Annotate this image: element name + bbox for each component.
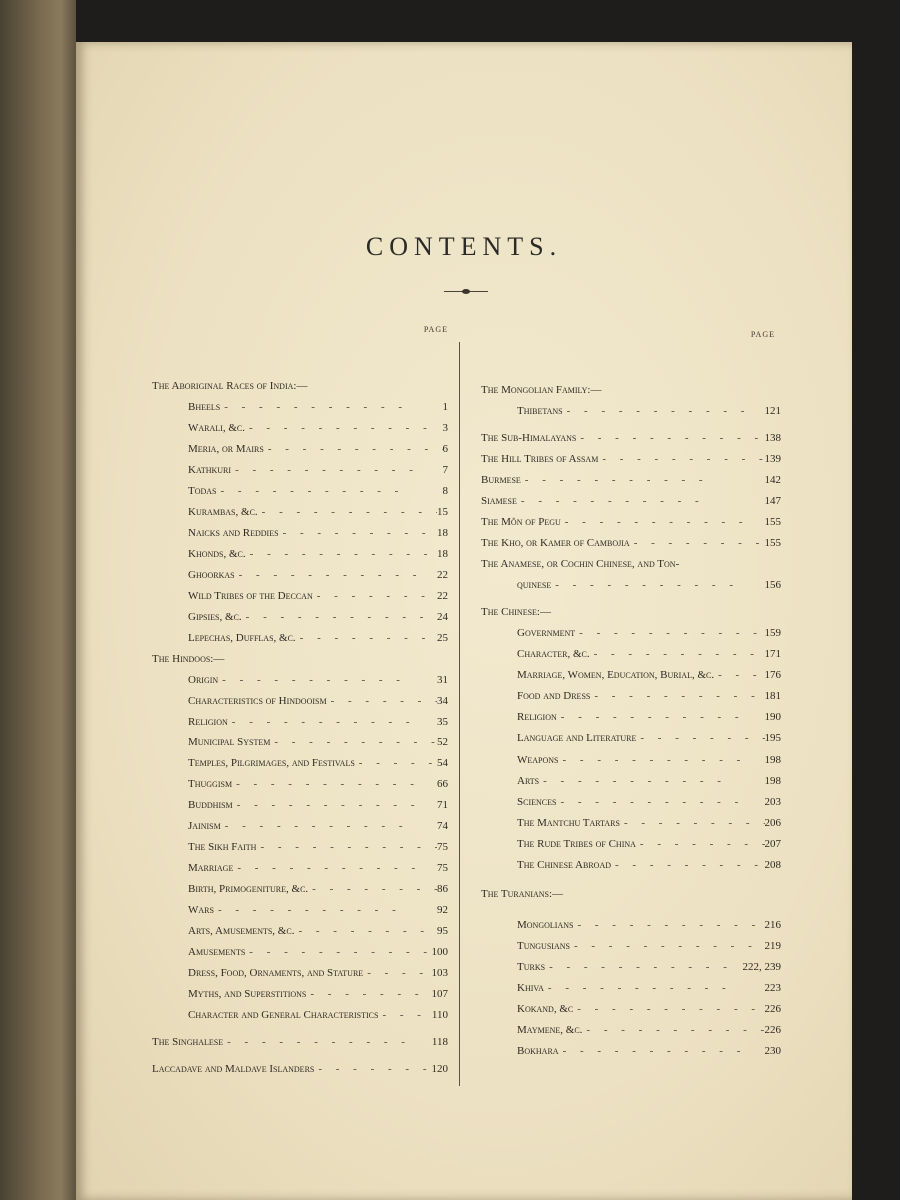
dot-leader	[279, 527, 437, 539]
dot-leader	[256, 841, 437, 853]
toc-entry-title: Sciences	[517, 796, 557, 808]
dot-leader	[575, 627, 764, 639]
dot-leader	[245, 422, 443, 434]
dot-leader	[245, 946, 431, 958]
toc-entry-title: The Hill Tribes of Assam	[481, 453, 599, 465]
dot-leader	[327, 695, 437, 707]
toc-entry-title: Khiva	[517, 982, 544, 994]
dot-leader	[630, 537, 765, 549]
toc-entry-page: 198	[764, 754, 781, 766]
toc-entry-title: The Rude Tribes of China	[517, 838, 636, 850]
toc-entry	[188, 695, 448, 711]
page-title: CONTENTS.	[365, 232, 563, 261]
toc-entry-page: 75	[437, 841, 448, 853]
dot-leader	[228, 716, 437, 728]
toc-entry-page: 203	[764, 796, 781, 808]
dot-leader	[378, 1009, 431, 1021]
toc-entry-title: Amusements	[188, 946, 246, 958]
dot-leader	[598, 453, 764, 465]
toc-entry-page: 25	[437, 632, 448, 644]
toc-entry-page: 120	[431, 1063, 448, 1075]
toc-entry-title: Characteristics of Hindooism	[188, 695, 327, 707]
toc-entry-title: The Hindoos:—	[152, 653, 225, 665]
toc-entry	[152, 653, 448, 669]
toc-entry-title: Religion	[188, 716, 228, 728]
dot-leader	[545, 961, 742, 973]
toc-entry	[188, 506, 448, 522]
dot-leader	[232, 778, 437, 790]
dot-leader	[573, 919, 764, 931]
toc-entry-title: Meria, or Mairs	[188, 443, 264, 455]
dot-leader	[563, 405, 765, 417]
dot-leader	[636, 732, 764, 744]
toc-entry-title: The Mongolian Family:—	[481, 384, 602, 396]
toc-entry-title: Gipsies, &c.	[188, 611, 242, 623]
dot-leader	[355, 757, 437, 769]
toc-entry	[188, 485, 448, 501]
toc-entry-page: 92	[437, 904, 448, 916]
toc-entry-title: Thibetans	[517, 405, 563, 417]
toc-entry-page: 142	[764, 474, 781, 486]
toc-entry-title: Siamese	[481, 495, 517, 507]
toc-entry-title: Weapons	[517, 754, 559, 766]
toc-entry-title: Kurambas, &c.	[188, 506, 258, 518]
toc-entry-title: Bokhara	[517, 1045, 559, 1057]
toc-entry	[481, 516, 781, 532]
dot-leader	[590, 690, 764, 702]
toc-entry-title: Tungusians	[517, 940, 570, 952]
toc-entry-page: 66	[437, 778, 448, 790]
dot-leader	[233, 799, 437, 811]
toc-entry-page: 219	[764, 940, 781, 952]
toc-entry	[517, 648, 781, 664]
toc-entry-title: Dress, Food, Ornaments, and Stature	[188, 967, 364, 979]
toc-entry	[481, 384, 781, 400]
toc-entry	[481, 888, 781, 904]
dot-leader	[223, 1036, 432, 1048]
toc-entry-title: Kathkuri	[188, 464, 232, 476]
dot-leader	[221, 820, 437, 832]
dot-leader	[559, 1045, 765, 1057]
toc-entry-page: 226	[764, 1024, 781, 1036]
toc-entry-title: Mongolians	[517, 919, 574, 931]
toc-entry-title: The Aboriginal Races of India:—	[152, 380, 308, 392]
toc-entry-page: 139	[764, 453, 781, 465]
toc-entry-title: Naicks and Reddies	[188, 527, 279, 539]
toc-entry	[517, 1003, 781, 1019]
toc-entry-title: Food and Dress	[517, 690, 591, 702]
toc-entry-title: Bheels	[188, 401, 221, 413]
toc-entry-title: Burmese	[481, 474, 521, 486]
dot-leader	[517, 495, 765, 507]
toc-entry-page: 230	[764, 1045, 781, 1057]
toc-entry-title: Temples, Pilgrimages, and Festivals	[188, 757, 355, 769]
toc-entry-title: Marriage	[188, 862, 234, 874]
dot-leader	[539, 775, 764, 787]
toc-entry	[517, 859, 781, 875]
dot-leader	[294, 925, 437, 937]
page-column-heading: PAGE	[750, 330, 775, 339]
toc-entry	[188, 1009, 448, 1025]
dot-leader	[561, 516, 765, 528]
toc-entry	[188, 548, 448, 564]
toc-entry-page: 54	[437, 757, 448, 769]
toc-entry-title: Municipal System	[188, 736, 271, 748]
toc-entry	[188, 736, 448, 752]
toc-entry-title: Buddhism	[188, 799, 233, 811]
toc-entry	[481, 495, 781, 511]
toc-entry-page: 155	[764, 537, 781, 549]
toc-entry	[517, 919, 781, 935]
toc-entry	[517, 796, 781, 812]
dot-leader	[258, 506, 437, 518]
toc-entry-title: Birth, Primogeniture, &c.	[188, 883, 309, 895]
toc-entry	[188, 611, 448, 627]
toc-entry-title: The Kho, or Kamer of Cambojia	[481, 537, 630, 549]
toc-entry-page: 95	[437, 925, 448, 937]
toc-entry-title: Turks	[517, 961, 546, 973]
toc-entry	[517, 405, 781, 421]
toc-entry-title: Warali, &c.	[188, 422, 245, 434]
dot-leader	[611, 859, 764, 871]
toc-entry	[481, 558, 781, 574]
dot-leader	[270, 736, 437, 748]
toc-entry-title: Todas	[188, 485, 217, 497]
toc-entry-title: Language and Literature	[517, 732, 637, 744]
toc-entry	[188, 988, 448, 1004]
dot-leader	[313, 590, 437, 602]
toc-entry	[517, 1045, 781, 1061]
dot-leader	[714, 669, 764, 681]
dot-leader	[214, 904, 437, 916]
dot-leader	[218, 674, 437, 686]
toc-entry	[517, 775, 781, 791]
toc-entry-page: 34	[437, 695, 448, 707]
dot-leader	[363, 967, 431, 979]
toc-entry	[188, 925, 448, 941]
toc-entry-title: Khonds, &c.	[188, 548, 246, 560]
toc-entry-title: The Mantchu Tartars	[517, 817, 620, 829]
toc-entry-page: 207	[764, 838, 781, 850]
toc-entry	[481, 432, 781, 448]
toc-entry-title: Jainism	[188, 820, 221, 832]
toc-entry-title: Wars	[188, 904, 214, 916]
toc-entry	[188, 946, 448, 962]
dot-leader	[220, 401, 442, 413]
ornament-dot	[462, 289, 470, 294]
toc-entry-page: 181	[764, 690, 781, 702]
toc-entry-page: 138	[764, 432, 781, 444]
toc-entry-title: Ghoorkas	[188, 569, 235, 581]
toc-entry-page: 118	[431, 1036, 448, 1048]
toc-entry-page: 147	[764, 495, 781, 507]
dot-leader	[590, 648, 765, 660]
toc-entry	[517, 961, 781, 977]
toc-entry	[188, 443, 448, 459]
toc-entry-title: Government	[517, 627, 576, 639]
toc-entry	[517, 940, 781, 956]
dot-leader	[306, 988, 431, 1000]
dot-leader	[308, 883, 437, 895]
toc-entry-page: 100	[431, 946, 448, 958]
toc-entry-title: Wild Tribes of the Deccan	[188, 590, 313, 602]
toc-entry	[517, 711, 781, 727]
toc-entry-title: Laccadave and Maldave Islanders	[152, 1063, 315, 1075]
toc-entry-page: 8	[442, 485, 448, 497]
toc-entry-page: 206	[764, 817, 781, 829]
toc-entry-title: Kokand, &c	[517, 1003, 574, 1015]
toc-entry-page: 22	[437, 569, 448, 581]
toc-entry	[517, 754, 781, 770]
toc-entry-page: 75	[437, 862, 448, 874]
toc-entry	[517, 982, 781, 998]
toc-entry-page: 222, 239	[742, 961, 781, 973]
dot-leader	[556, 796, 764, 808]
toc-entry-page: 24	[437, 611, 448, 623]
toc-entry-title: The Môn of Pegu	[481, 516, 561, 528]
toc-entry-title: Arts, Amusements, &c.	[188, 925, 295, 937]
toc-entry-page: 223	[764, 982, 781, 994]
dot-leader	[314, 1063, 431, 1075]
toc-entry-title: The Singhalese	[152, 1036, 224, 1048]
toc-entry-title: The Chinese:—	[481, 606, 551, 618]
ornament-divider	[444, 289, 488, 295]
dot-leader	[573, 1003, 764, 1015]
toc-entry-page: 3	[442, 422, 448, 434]
toc-entry	[152, 1036, 448, 1052]
toc-entry-page: 121	[764, 405, 781, 417]
toc-entry-title: Origin	[188, 674, 219, 686]
dot-leader	[559, 754, 765, 766]
toc-entry-page: 226	[764, 1003, 781, 1015]
toc-entry	[188, 967, 448, 983]
toc-entry-title: The Sikh Faith	[188, 841, 257, 853]
toc-entry	[188, 841, 448, 857]
dot-leader	[570, 940, 765, 952]
toc-entry	[188, 674, 448, 690]
toc-entry	[188, 904, 448, 920]
toc-entry-page: 7	[442, 464, 448, 476]
toc-entry-title: Character, &c.	[517, 648, 590, 660]
toc-entry	[481, 537, 781, 553]
dot-leader	[551, 579, 764, 591]
dot-leader	[296, 632, 437, 644]
toc-entry	[188, 716, 448, 732]
toc-entry-page: 208	[764, 859, 781, 871]
toc-entry	[188, 778, 448, 794]
toc-entry	[152, 1063, 448, 1079]
toc-entry-page: 52	[437, 736, 448, 748]
toc-entry	[517, 627, 781, 643]
toc-entry-page: 15	[437, 506, 448, 518]
toc-entry-page: 176	[764, 669, 781, 681]
toc-entry-title: Lepechas, Dufflas, &c.	[188, 632, 296, 644]
toc-entry-title: The Turanians:—	[481, 888, 564, 900]
toc-entry	[517, 669, 781, 685]
toc-entry-page: 6	[442, 443, 448, 455]
toc-entry-page: 74	[437, 820, 448, 832]
toc-entry-page: 171	[764, 648, 781, 660]
dot-leader	[235, 569, 437, 581]
toc-entry	[188, 569, 448, 585]
toc-entry-title: The Sub-Himalayans	[481, 432, 577, 444]
toc-entry	[517, 579, 781, 595]
toc-entry-page: 216	[764, 919, 781, 931]
dot-leader	[620, 817, 765, 829]
contents-page	[76, 42, 852, 1200]
toc-entry	[188, 820, 448, 836]
dot-leader	[233, 862, 437, 874]
toc-entry	[188, 799, 448, 815]
toc-entry	[188, 590, 448, 606]
toc-entry-page: 155	[764, 516, 781, 528]
toc-entry-page: 103	[431, 967, 448, 979]
toc-entry-title: The Chinese Abroad	[517, 859, 612, 871]
toc-entry-page: 198	[764, 775, 781, 787]
toc-entry	[188, 401, 448, 417]
dot-leader	[264, 443, 443, 455]
toc-entry-title: Maymene, &c.	[517, 1024, 583, 1036]
dot-leader	[521, 474, 765, 486]
dot-leader	[636, 838, 765, 850]
toc-entry-title: Marriage, Women, Education, Burial, &c.	[517, 669, 715, 681]
toc-entry-page: 18	[437, 527, 448, 539]
toc-entry-page: 156	[764, 579, 781, 591]
toc-entry	[481, 474, 781, 490]
toc-entry	[188, 527, 448, 543]
toc-entry-title: The Anamese, or Cochin Chinese, and Ton-	[481, 558, 680, 570]
toc-entry	[481, 453, 781, 469]
toc-entry	[188, 422, 448, 438]
toc-entry	[188, 883, 448, 899]
toc-entry-page: 31	[437, 674, 448, 686]
toc-entry	[517, 1024, 781, 1040]
toc-entry-page: 22	[437, 590, 448, 602]
toc-entry-title: Arts	[517, 775, 540, 787]
toc-entry	[188, 757, 448, 773]
book-spine	[0, 0, 76, 1200]
toc-entry-page: 86	[437, 883, 448, 895]
toc-entry-page: 71	[437, 799, 448, 811]
toc-entry-title: Religion	[517, 711, 557, 723]
dot-leader	[582, 1024, 764, 1036]
column-divider	[459, 342, 460, 1086]
toc-entry-page: 159	[764, 627, 781, 639]
dot-leader	[231, 464, 442, 476]
toc-entry-title: Myths, and Superstitions	[188, 988, 307, 1000]
toc-entry-title: quinese	[517, 579, 552, 591]
dot-leader	[246, 548, 437, 560]
toc-entry-page: 190	[764, 711, 781, 723]
dot-leader	[576, 432, 764, 444]
toc-entry	[188, 862, 448, 878]
dot-leader	[242, 611, 437, 623]
toc-entry	[517, 817, 781, 833]
toc-entry	[188, 632, 448, 648]
toc-entry-page: 107	[431, 988, 448, 1000]
dot-leader	[557, 711, 765, 723]
toc-entry-page: 1	[442, 401, 448, 413]
toc-entry-page: 195	[764, 732, 781, 744]
toc-entry	[481, 606, 781, 622]
toc-entry-page: 18	[437, 548, 448, 560]
toc-entry-page: 110	[431, 1009, 448, 1021]
toc-entry-title: Character and General Characteristics	[188, 1009, 379, 1021]
toc-entry	[517, 690, 781, 706]
toc-entry	[188, 464, 448, 480]
toc-entry-page: 35	[437, 716, 448, 728]
dot-leader	[544, 982, 765, 994]
toc-entry-title: Thuggism	[188, 778, 233, 790]
dot-leader	[217, 485, 443, 497]
page-column-heading: PAGE	[423, 325, 448, 334]
toc-entry	[517, 732, 781, 748]
toc-entry	[517, 838, 781, 854]
toc-entry	[152, 380, 448, 396]
